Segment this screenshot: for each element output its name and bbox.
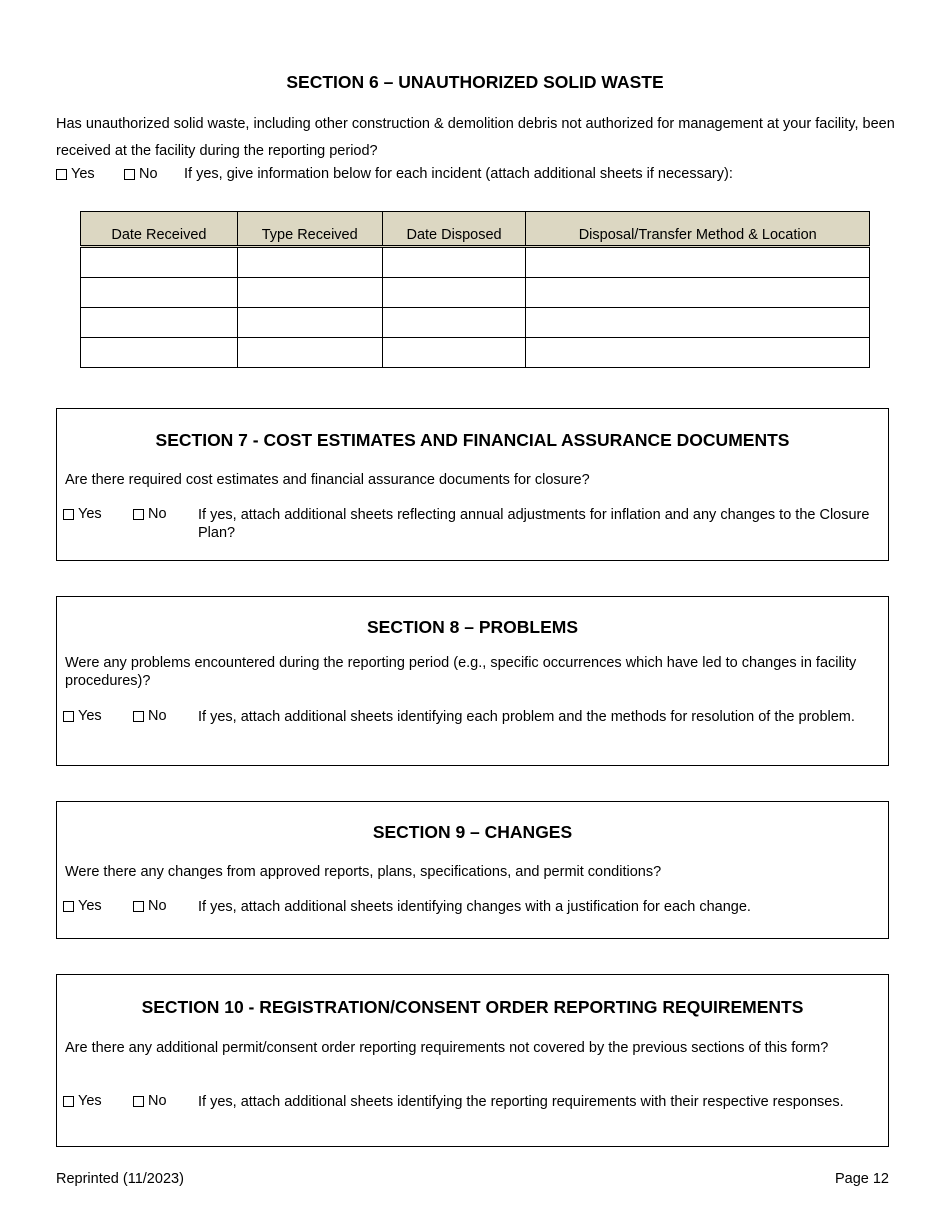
section9-yes-label: Yes bbox=[78, 898, 102, 914]
section10-no-checkbox[interactable] bbox=[133, 1096, 144, 1107]
table-cell[interactable] bbox=[237, 278, 382, 308]
table-row bbox=[81, 278, 870, 308]
section9-box bbox=[56, 801, 889, 939]
section8-yes-label: Yes bbox=[78, 708, 102, 724]
section8-box bbox=[56, 596, 889, 766]
section6-instruction: If yes, give information below for each incident (attach additional sheets if necessary): bbox=[184, 166, 733, 182]
reprinted-date: Reprinted (11/2023) bbox=[56, 1171, 184, 1187]
table-cell[interactable] bbox=[81, 308, 238, 338]
section9-no-option[interactable] bbox=[133, 898, 167, 914]
section9-no-checkbox[interactable] bbox=[133, 901, 144, 912]
section10-yes-option[interactable] bbox=[63, 1093, 167, 1109]
section10-title: SECTION 10 - REGISTRATION/CONSENT ORDER REPORTING REQUIREMENTS bbox=[141, 997, 804, 1017]
section8-no-label: No bbox=[148, 708, 167, 724]
section9-title: SECTION 9 – CHANGES bbox=[372, 822, 573, 842]
section6-question: Has unauthorized solid waste, including other construction & demolition debris not authorized for management at your facility, been received at the facility during the reporting period? bbox=[56, 116, 895, 159]
table-cell[interactable] bbox=[237, 338, 382, 368]
table-cell[interactable] bbox=[81, 278, 238, 308]
table-cell[interactable] bbox=[382, 338, 526, 368]
table-row bbox=[81, 338, 870, 368]
section10-question: Are there any additional permit/consent order reporting requirements not covered by the previous sections of this form? bbox=[65, 1040, 829, 1056]
section8-no-option[interactable] bbox=[133, 708, 167, 724]
section10-box bbox=[56, 974, 889, 1147]
table-cell[interactable] bbox=[237, 247, 382, 278]
section9-instruction: If yes, attach additional sheets identifying changes with a justification for each change. bbox=[198, 899, 751, 915]
section8-yes-option[interactable] bbox=[63, 708, 167, 724]
incident-table bbox=[80, 211, 870, 368]
col-header-disposal-method: Disposal/Transfer Method & Location bbox=[526, 212, 870, 247]
section9-yes-checkbox[interactable] bbox=[63, 901, 74, 912]
table-row bbox=[81, 308, 870, 338]
table-cell[interactable] bbox=[81, 247, 238, 278]
table-cell[interactable] bbox=[526, 338, 870, 368]
section8-instruction: If yes, attach additional sheets identifying each problem and the methods for resolution of the problem. bbox=[198, 709, 855, 725]
section7-no-option[interactable] bbox=[133, 506, 167, 522]
section6-yes-checkbox[interactable] bbox=[56, 169, 67, 180]
section7-title: SECTION 7 - COST ESTIMATES AND FINANCIAL ASSURANCE DOCUMENTS bbox=[155, 430, 790, 450]
section6-no-checkbox[interactable] bbox=[124, 169, 135, 180]
table-row bbox=[81, 247, 870, 278]
section7-yes-checkbox[interactable] bbox=[63, 509, 74, 520]
section7-yes-label: Yes bbox=[78, 506, 102, 522]
table-cell[interactable] bbox=[81, 338, 238, 368]
table-cell[interactable] bbox=[382, 278, 526, 308]
section9-question: Were there any changes from approved reports, plans, specifications, and permit conditions? bbox=[65, 864, 662, 880]
section8-question: Were any problems encountered during the reporting period (e.g., specific occurrences which have led to changes in facility procedures)? bbox=[65, 655, 857, 689]
section10-instruction: If yes, attach additional sheets identifying the reporting requirements with their respective responses. bbox=[198, 1094, 844, 1110]
section8-title: SECTION 8 – PROBLEMS bbox=[366, 617, 578, 637]
table-cell[interactable] bbox=[526, 308, 870, 338]
section7-yes-option[interactable] bbox=[63, 506, 167, 522]
section7-instruction: If yes, attach additional sheets reflecting annual adjustments for inflation and any changes to the Closure Plan? bbox=[198, 507, 870, 541]
table-cell[interactable] bbox=[526, 247, 870, 278]
table-cell[interactable] bbox=[237, 308, 382, 338]
section6-title: SECTION 6 – UNAUTHORIZED SOLID WASTE bbox=[286, 72, 664, 92]
section7-question: Are there required cost estimates and financial assurance documents for closure? bbox=[65, 472, 590, 488]
section7-no-label: No bbox=[148, 506, 167, 522]
section9-no-label: No bbox=[148, 898, 167, 914]
section6-no-label: No bbox=[139, 166, 158, 182]
section9-yes-option[interactable] bbox=[63, 898, 167, 914]
section10-no-label: No bbox=[148, 1093, 167, 1109]
table-cell[interactable] bbox=[382, 247, 526, 278]
table-cell[interactable] bbox=[382, 308, 526, 338]
col-header-type-received: Type Received bbox=[237, 212, 382, 247]
section10-yes-label: Yes bbox=[78, 1093, 102, 1109]
page-number: Page 12 bbox=[834, 1171, 889, 1187]
section6-yes-option[interactable] bbox=[56, 166, 95, 182]
section8-yes-checkbox[interactable] bbox=[63, 711, 74, 722]
col-header-date-received: Date Received bbox=[81, 212, 238, 247]
section8-no-checkbox[interactable] bbox=[133, 711, 144, 722]
section6-no-option[interactable] bbox=[124, 166, 158, 182]
section7-no-checkbox[interactable] bbox=[133, 509, 144, 520]
section7-box bbox=[56, 408, 889, 561]
section10-yes-checkbox[interactable] bbox=[63, 1096, 74, 1107]
table-cell[interactable] bbox=[526, 278, 870, 308]
section6-yes-label: Yes bbox=[71, 166, 95, 182]
section10-no-option[interactable] bbox=[133, 1093, 167, 1109]
col-header-date-disposed: Date Disposed bbox=[382, 212, 526, 247]
